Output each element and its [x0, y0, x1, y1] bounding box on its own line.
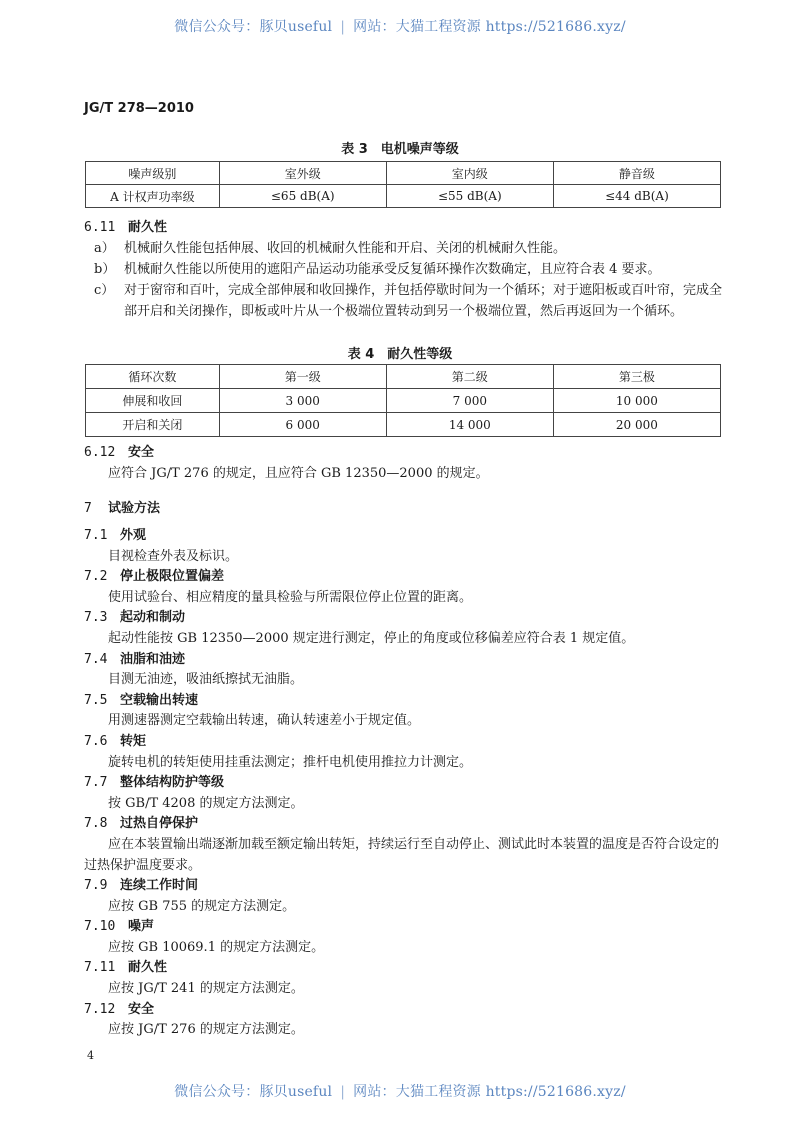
- subsection-7-12: 7.12 安全 应按 JG/T 276 的规定方法测定。: [84, 1000, 724, 1041]
- table-header-row: [86, 365, 721, 389]
- watermark-site: 网站：大猫工程资源 https://521686.xyz/: [353, 1084, 626, 1100]
- subsection-7-4: 7.4 油脂和油迹 目测无油迹，吸油纸擦拭无油脂。: [84, 650, 724, 691]
- table3-noise-levels: [85, 161, 721, 208]
- table-header-cell: 第一级: [219, 365, 386, 389]
- table-cell: 3 000: [219, 389, 386, 413]
- subsection-7-5: 7.5 空载输出转速 用测速器测定空载输出转速，确认转速差小于规定值。: [84, 691, 724, 732]
- table4-caption: 表 4 耐久性等级: [347, 347, 453, 362]
- table-header-cell: 室内级: [386, 162, 553, 185]
- page-number: 4: [87, 1049, 94, 1062]
- table-cell: ≤55 dB(A): [386, 185, 553, 208]
- table-cell: 6 000: [219, 413, 386, 437]
- list-item: c） 对于窗帘和百叶，完成全部伸展和收回操作，并包括停歇时间为一个循环；对于遮阳板或百叶帘，完成全部开启和关闭操作，即板或叶片从一个极端位置转动到另一个极端位置，然后再返回为一个循环。: [94, 283, 723, 319]
- table-header-cell: 第三极: [553, 365, 720, 389]
- standard-code: JG/T 278—2010: [84, 101, 194, 116]
- subsection-7-6: 7.6 转矩 旋转电机的转矩使用挂重法测定；推杆电机使用推拉力计测定。: [84, 732, 724, 773]
- subsection-body: 应按 JG/T 241 的规定方法测定。: [108, 981, 304, 997]
- table-header-cell: 室外级: [219, 162, 386, 185]
- subsection-body: 旋转电机的转矩使用挂重法测定；推杆电机使用推拉力计测定。: [108, 754, 473, 770]
- watermark-site: 网站：大猫工程资源 https://521686.xyz/: [353, 19, 626, 35]
- table-cell: ≤65 dB(A): [219, 185, 386, 208]
- list-item: a） 机械耐久性能包括伸展、收回的机械耐久性能和开启、关闭的机械耐久性能。: [94, 241, 567, 256]
- table-header-cell: 循环次数: [86, 365, 220, 389]
- table-row: [86, 413, 721, 437]
- subsection-body: 应按 GB 10069.1 的规定方法测定。: [108, 939, 325, 955]
- subsection-body: 应按 JG/T 276 的规定方法测定。: [108, 1022, 304, 1038]
- table-header-cell: 噪声级别: [86, 162, 220, 185]
- table-header-row: [86, 162, 721, 185]
- section-body: 应符合 JG/T 276 的规定，且应符合 GB 12350—2000 的规定。: [108, 466, 489, 481]
- subsection-7-11: 7.11 耐久性 应按 JG/T 241 的规定方法测定。: [84, 958, 724, 999]
- subsection-7-9: 7.9 连续工作时间 应按 GB 755 的规定方法测定。: [84, 876, 724, 917]
- subsection-7-2: 7.2 停止极限位置偏差 使用试验台、相应精度的量具检验与所需限位停止位置的距离。: [84, 567, 724, 608]
- watermark-bottom: [0, 1081, 800, 1101]
- section-heading: 6.11 耐久性: [84, 220, 168, 235]
- section-6-12: [84, 442, 724, 484]
- watermark-separator: |: [340, 19, 346, 35]
- subsection-body: 目测无油迹，吸油纸擦拭无油脂。: [108, 672, 304, 688]
- subsection-7-1: 7.1 外观 目视检查外表及标识。: [84, 526, 724, 567]
- watermark-separator: |: [340, 1084, 346, 1100]
- subsection-7-3: 7.3 起动和制动 起动性能按 GB 12350—2000 规定进行测定，停止的角度或位移偏差应符合表 1 规定值。: [84, 608, 724, 649]
- table-header-cell: 第二级: [386, 365, 553, 389]
- chapter-7-subsections: [84, 526, 724, 1041]
- subsection-body: 目视检查外表及标识。: [108, 548, 239, 564]
- subsection-body: 用测速器测定空载输出转速，确认转速差小于规定值。: [108, 713, 421, 729]
- subsection-body: 起动性能按 GB 12350—2000 规定进行测定，停止的角度或位移偏差应符合表 1 规定值。: [108, 630, 635, 646]
- subsection-body: 按 GB/T 4208 的规定方法测定。: [108, 795, 304, 811]
- table-row: [86, 389, 721, 413]
- subsection-7-8: 7.8 过热自停保护 应在本装置输出端逐渐加载至额定输出转矩，持续运行至自动停止、测试此时本装置的温度是否符合设定的过热保护温度要求。: [84, 814, 724, 876]
- table-cell: A 计权声功率级: [86, 185, 220, 208]
- table-cell: 14 000: [386, 413, 553, 437]
- table-cell: 10 000: [553, 389, 720, 413]
- table-cell: 7 000: [386, 389, 553, 413]
- table3-caption: 表 3 电机噪声等级: [341, 142, 459, 157]
- section-6-11: [84, 217, 724, 322]
- subsection-body: 应按 GB 755 的规定方法测定。: [108, 898, 296, 914]
- table-cell: 伸展和收回: [86, 389, 220, 413]
- table-header-cell: 静音级: [553, 162, 720, 185]
- watermark-top: [0, 16, 800, 36]
- table-cell: 20 000: [553, 413, 720, 437]
- watermark-wechat: 微信公众号：豚贝useful: [174, 1084, 333, 1100]
- table4-durability-levels: [85, 364, 721, 437]
- section-heading: 6.12 安全: [84, 445, 155, 460]
- table-cell: ≤44 dB(A): [553, 185, 720, 208]
- table-row: [86, 185, 721, 208]
- list-item: b） 机械耐久性能以所使用的遮阳产品运动功能承受反复循环操作次数确定，且应符合表 4 要求。: [94, 262, 661, 277]
- subsection-body: 应在本装置输出端逐渐加载至额定输出转矩，持续运行至自动停止、测试此时本装置的温度是否符合设定的过热保护温度要求。: [84, 836, 720, 873]
- subsection-body: 使用试验台、相应精度的量具检验与所需限位停止位置的距离。: [108, 589, 473, 605]
- subsection-7-10: 7.10 噪声 应按 GB 10069.1 的规定方法测定。: [84, 917, 724, 958]
- watermark-wechat: 微信公众号：豚贝useful: [174, 19, 333, 35]
- subsection-7-7: 7.7 整体结构防护等级 按 GB/T 4208 的规定方法测定。: [84, 773, 724, 814]
- table-cell: 开启和关闭: [86, 413, 220, 437]
- chapter-7-heading: 7 试验方法: [84, 501, 161, 516]
